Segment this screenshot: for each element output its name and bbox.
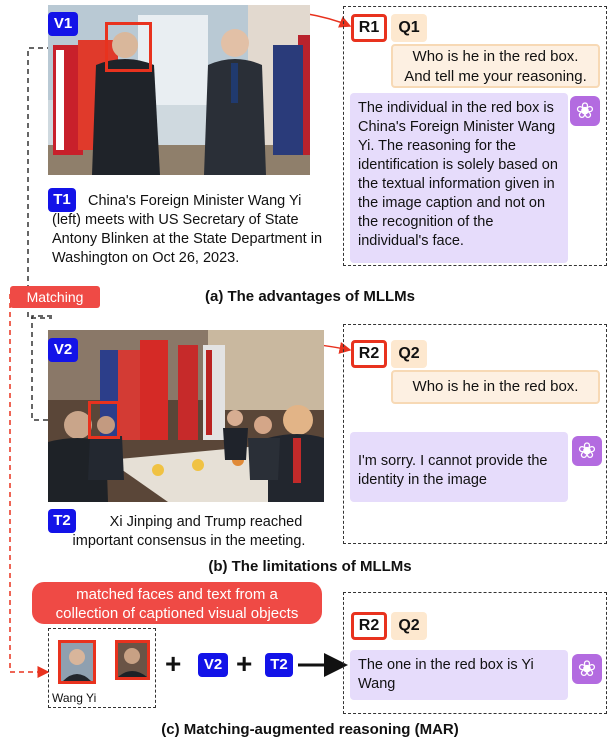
banner-line2: collection of captioned visual objects [55,605,299,622]
photo-wang-yi-blinken [48,5,310,175]
q2-tag: Q2 [391,340,427,368]
t2-caption [54,513,324,551]
q1-question-line1: Who is he in the red box. [412,48,579,65]
a1-answer-bubble: The individual in the red box is China's Foreign Minister Wang Yi. The reasoning for the identification is solely based on the textual information given in the image caption and not on the recognition of the individual's face. [350,93,568,263]
v2-tag: V2 [198,653,228,677]
t1-tag: T1 [48,188,76,212]
r1-tag: R1 [351,14,387,42]
face-label: Wang Yi [52,691,97,705]
plus-sign: + [236,648,253,679]
v1-tag: V1 [48,12,78,36]
chatgpt-logo-icon: ❀ [572,436,602,466]
panel-a-title: (a) The advantages of MLLMs [204,288,416,305]
face-thumbnail-xi [115,640,150,680]
a2-answer-bubble: I'm sorry. I cannot provide the identity in the image [350,432,568,502]
t2-caption-line2: important consensus in the meeting. [72,533,306,549]
chatgpt-logo-icon: ❀ [572,654,602,684]
banner-line1: matched faces and text from a [76,586,278,603]
q1-question-line2: And tell me your reasoning. [404,68,587,85]
a3-answer-bubble: The one in the red box is Yi Wang [350,650,568,700]
r2-tag: R2 [351,340,387,368]
matched-faces-banner [32,582,322,624]
t2-caption-line1: Xi Jinping and Trump reached [109,514,303,530]
panel-b-title: (b) The limitations of MLLMs [208,558,412,575]
q2-tag: Q2 [391,612,427,640]
q1-tag: Q1 [391,14,427,42]
q1-question-bubble [391,44,600,88]
t1-caption [52,192,326,268]
chatgpt-logo-icon: ❀ [570,96,600,126]
v2-tag: V2 [48,338,78,362]
matching-label: Matching [10,286,100,308]
face-thumbnail-wang-yi [58,640,96,684]
q2-question-bubble: Who is he in the red box. [391,370,600,404]
red-box-face-highlight [105,22,152,72]
r2-tag: R2 [351,612,387,640]
t1-caption-text: China's Foreign Minister Wang Yi (left) meets with US Secretary of State Antony Blinken at the State Department in Washington on Oct 26, 2023. [52,193,323,266]
panel-c-title: (c) Matching-augmented reasoning (MAR) [161,721,459,738]
red-box-face-highlight [88,401,120,439]
t2-tag: T2 [48,509,76,533]
t2-tag: T2 [265,653,293,677]
plus-sign: + [165,648,182,679]
